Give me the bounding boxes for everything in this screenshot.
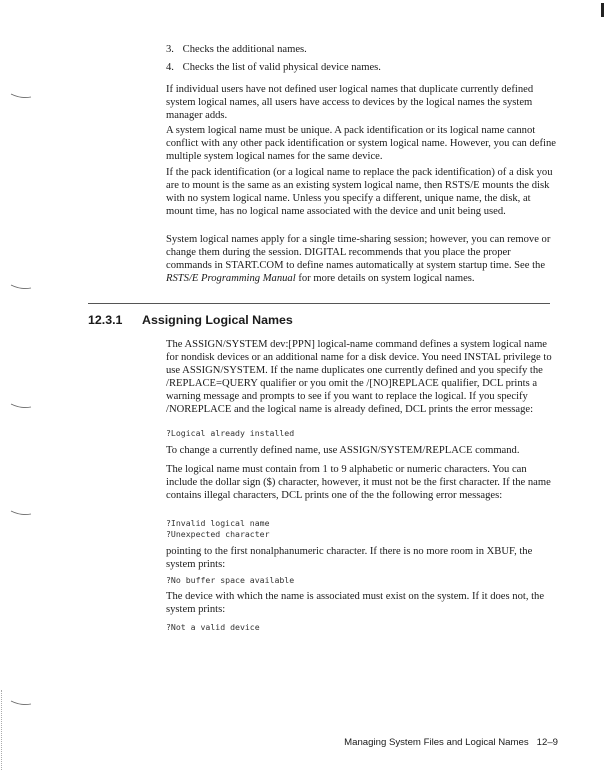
margin-hole-mark: [10, 93, 32, 99]
list-text: Checks the additional names.: [182, 44, 307, 55]
paragraph-replace: To change a currently defined name, use ASSIGN/SYSTEM/REPLACE command.: [166, 445, 520, 456]
paragraph-unique-name: A system logical name must be unique. A pack identification or its logical name cannot conflict with any other pack identification or system logical name. However, you can define multiple system logical names for the same device.: [166, 125, 556, 162]
margin-hole-mark: [10, 510, 32, 516]
error-message: ?No buffer space available: [166, 575, 295, 585]
section-title: Assigning Logical Names: [142, 313, 293, 327]
error-message: ?Logical already installed: [166, 428, 295, 438]
paragraph-device-exists: The device with which the name is associated must exist on the system. If it does not, the system prints:: [166, 591, 545, 615]
error-message: ?Unexpected character: [166, 529, 270, 539]
paragraph-assign-command: The ASSIGN/SYSTEM dev:[PPN] logical-name command defines a system logical name for nondisk devices or an additional name for a disk device. You need INSTAL privilege to use ASSIGN/SYSTEM. If the name duplicates one currently defined and you specify the /REPLACE=QUERY qualifier or you omit the /[NO]REPLACE qualifier, DCL prints a warning message and prompts to see if you want to replace the logical. If you specify /NOREPLACE and the logical name is already defined, DCL prints the error message:: [166, 339, 552, 415]
list-number: 3.: [166, 44, 174, 55]
section-number: 12.3.1: [88, 313, 123, 327]
manual-reference: RSTS/E Programming Manual: [166, 273, 296, 284]
paragraph-xbuf: pointing to the first nonalphanumeric character. If there is no more room in XBUF, the system prints:: [166, 546, 533, 570]
page-number: 12–9: [536, 737, 558, 748]
paragraph-name-rules: The logical name must contain from 1 to 9 alphabetic or numeric characters. You can include the dollar sign ($) character, however, it must not be the first character. If the name contains illegal characters, DCL prints one of the the following error messages:: [166, 464, 551, 501]
paragraph-user-access: If individual users have not defined user logical names that duplicate currently defined system logical names, all users have access to devices by the logical names the system manager adds.: [166, 84, 534, 121]
list-text: Checks the list of valid physical device names.: [182, 62, 381, 73]
error-message: ?Invalid logical name: [166, 518, 270, 528]
paragraph-pack-identification: If the pack identification (or a logical name to replace the pack identification) of a disk you are to mount is the same as an existing system logical name, then RSTS/E mounts the disk with no system logical name. Unless you specify a different, unique name, the disk, at mount time, has no logical name associated with the device and unit being used.: [166, 167, 553, 217]
list-number: 4.: [166, 62, 174, 73]
margin-hole-mark: [10, 700, 32, 706]
list-item: [166, 43, 307, 56]
footer-title: Managing System Files and Logical Names: [344, 737, 529, 748]
margin-hole-mark: [10, 403, 32, 409]
list-item: [166, 61, 381, 74]
error-message: ?Not a valid device: [166, 622, 260, 632]
paragraph-session-names: System logical names apply for a single time-sharing session; however, you can remove or change them during the session. DIGITAL recommends that you place the proper commands in START.COM to define names automatically at system startup time. See the RSTS/E Programming Manual for more details on system logical names.: [166, 234, 551, 284]
margin-hole-mark: [10, 284, 32, 290]
section-heading: [88, 313, 293, 328]
section-divider: [88, 303, 550, 304]
binding-edge-dots: [1, 690, 3, 770]
page-footer: [344, 737, 558, 748]
